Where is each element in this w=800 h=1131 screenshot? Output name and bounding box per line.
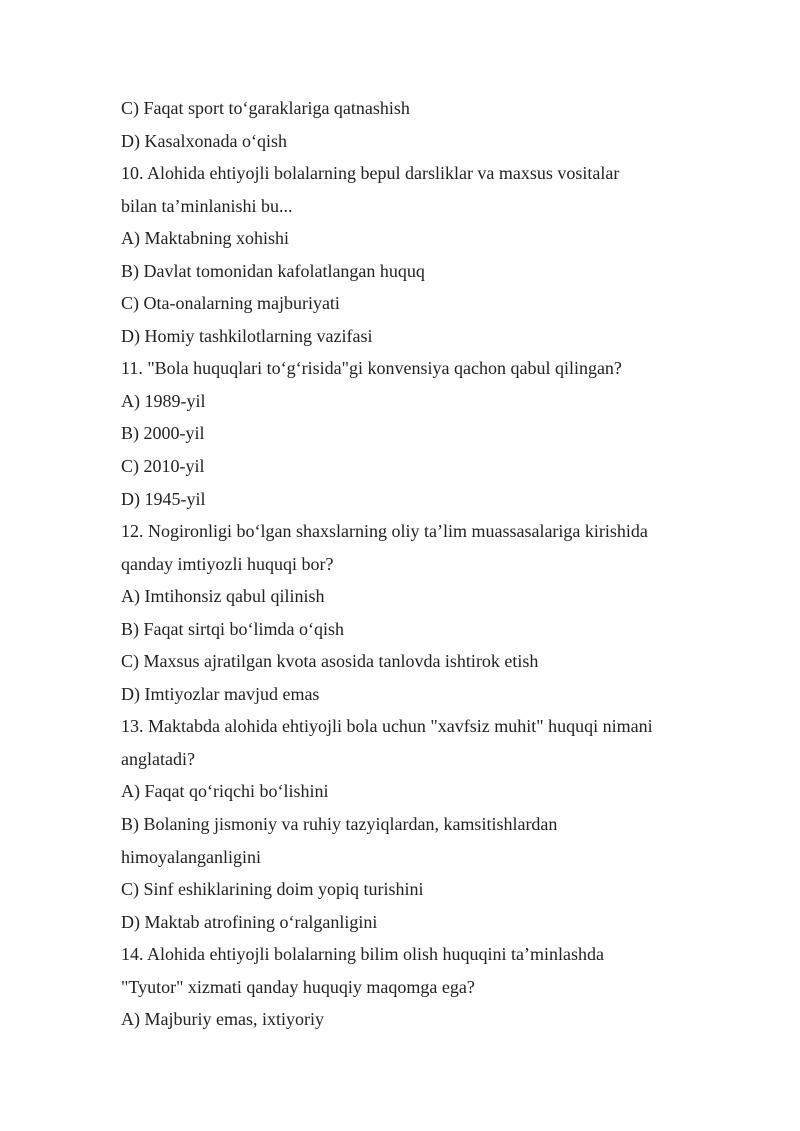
answer-option-q12-a: A) Imtihonsiz qabul qilinish	[121, 586, 325, 607]
answer-option-q10-d: D) Homiy tashkilotlarning vazifasi	[121, 325, 373, 346]
answer-option-q13-b-line-2: himoyalanganligini	[121, 846, 261, 867]
answer-option-q11-a: A) 1989-yil	[121, 390, 206, 411]
question-14-line-1: 14. Alohida ehtiyojli bolalarning bilim olish huquqini ta’minlashda	[121, 944, 604, 965]
answer-option-q12-b: B) Faqat sirtqi bo‘limda o‘qish	[121, 618, 344, 639]
answer-option-q13-c: C) Sinf eshiklarining doim yopiq turishini	[121, 879, 424, 900]
answer-option-q13-d: D) Maktab atrofining o‘ralganligini	[121, 911, 378, 932]
answer-option-q9-d: D) Kasalxonada o‘qish	[121, 130, 287, 151]
answer-option-q12-c: C) Maxsus ajratilgan kvota asosida tanlovda ishtirok etish	[121, 651, 539, 672]
question-12-line-2: qanday imtiyozli huquqi bor?	[121, 553, 334, 574]
answer-option-q13-b-line-1: B) Bolaning jismoniy va ruhiy tazyiqlardan, kamsitishlardan	[121, 814, 558, 835]
answer-option-q11-d: D) 1945-yil	[121, 488, 206, 509]
answer-option-q10-b: B) Davlat tomonidan kafolatlangan huquq	[121, 260, 425, 281]
question-10-line-1: 10. Alohida ehtiyojli bolalarning bepul darsliklar va maxsus vositalar	[121, 163, 620, 184]
answer-option-q10-a: A) Maktabning xohishi	[121, 228, 289, 249]
question-10-line-2: bilan ta’minlanishi bu...	[121, 195, 293, 216]
question-text-body	[121, 95, 721, 1039]
question-14-line-2: "Tyutor" xizmati qanday huquqiy maqomga ega?	[121, 976, 475, 997]
question-13-line-2: anglatadi?	[121, 748, 195, 769]
answer-option-q10-c: C) Ota-onalarning majburiyati	[121, 293, 340, 314]
question-11: 11. "Bola huquqlari to‘g‘risida"gi konvensiya qachon qabul qilingan?	[121, 358, 622, 379]
answer-option-q9-c: C) Faqat sport to‘garaklariga qatnashish	[121, 98, 410, 118]
question-12-line-1: 12. Nogironligi bo‘lgan shaxslarning oliy ta’lim muassasalariga kirishida	[121, 521, 648, 542]
answer-option-q11-c: C) 2010-yil	[121, 456, 205, 477]
answer-option-q14-a: A) Majburiy emas, ixtiyoriy	[121, 1009, 324, 1030]
answer-option-q12-d: D) Imtiyozlar mavjud emas	[121, 683, 320, 704]
question-13-line-1: 13. Maktabda alohida ehtiyojli bola uchun "xavfsiz muhit" huquqi nimani	[121, 716, 653, 737]
answer-option-q13-a: A) Faqat qo‘riqchi bo‘lishini	[121, 781, 329, 802]
answer-option-q11-b: B) 2000-yil	[121, 423, 205, 444]
